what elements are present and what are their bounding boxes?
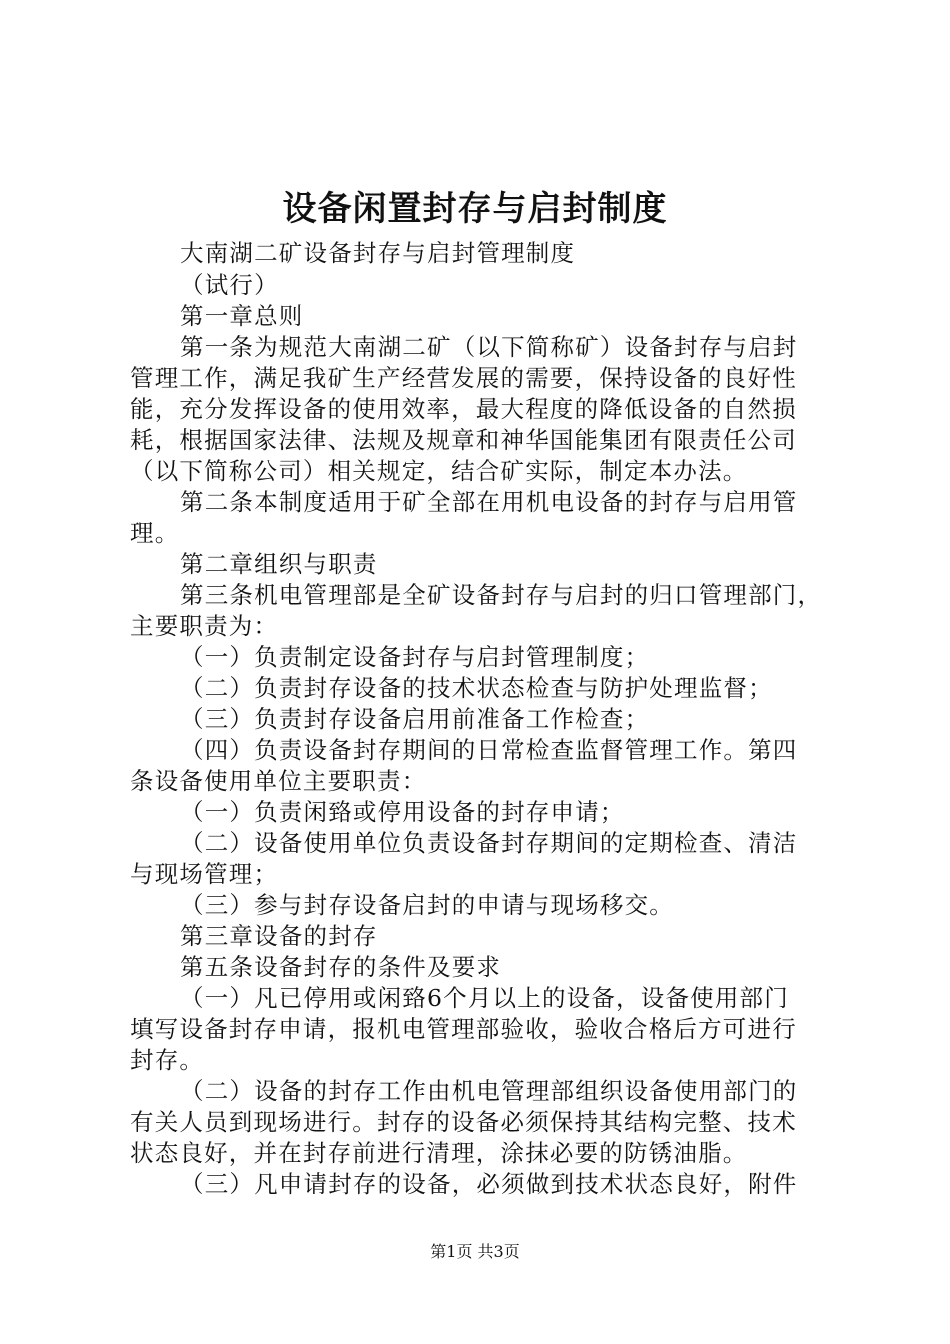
text-line: 第二条本制度适用于矿全部在用机电设备的封存与启用管 (180, 488, 798, 516)
text-line: 条设备使用单位主要职责： (130, 767, 427, 795)
text-line: 与现场管理； (130, 860, 279, 888)
text-line: 管理工作，满足我矿生产经营发展的需要，保持设备的良好性 (130, 364, 797, 392)
text-line: 第一条为规范大南湖二矿（以下简称矿）设备封存与启封 (180, 333, 798, 361)
chapter-heading: 第三章设备的封存 (180, 922, 378, 950)
text-line: （三）参与封存设备启封的申请与现场移交。 (180, 891, 674, 919)
text-line: （三）负责封存设备启用前准备工作检查； (180, 705, 650, 733)
chapter-heading: 第一章总则 (180, 302, 304, 330)
text-line: 第五条设备封存的条件及要求 (180, 953, 502, 981)
text-line: 填写设备封存申请，报机电管理部验收，验收合格后方可进行 (130, 1015, 797, 1043)
text-line: 封存。 (130, 1046, 205, 1074)
text-line: 能，充分发挥设备的使用效率，最大程度的降低设备的自然损 (130, 395, 797, 423)
text-line: （一）负责制定设备封存与启封管理制度； (180, 643, 650, 671)
text-line: （二）设备使用单位负责设备封存期间的定期检查、清洁 (180, 829, 798, 857)
text-line: 理。 (130, 519, 180, 547)
text-line: 状态良好，并在封存前进行清理，涂抹必要的防锈油脂。 (130, 1139, 748, 1167)
text-line: （一）凡已停用或闲臵6个月以上的设备，设备使用部门 (180, 984, 789, 1012)
text-line: （试行） (180, 271, 279, 299)
text-line: 第三条机电管理部是全矿设备封存与启封的归口管理部门， (180, 581, 823, 609)
text-line: 耗，根据国家法律、法规及规章和神华国能集团有限责任公司 (130, 426, 797, 454)
text-line: （二）设备的封存工作由机电管理部组织设备使用部门的 (180, 1077, 798, 1105)
text-line: 有关人员到现场进行。封存的设备必须保持其结构完整、技术 (130, 1108, 797, 1136)
text-line: （以下简称公司）相关规定，结合矿实际，制定本办法。 (130, 457, 748, 485)
text-line: 大南湖二矿设备封存与启封管理制度 (180, 239, 576, 267)
document-title: 设备闲置封存与启封制度 (282, 189, 668, 229)
text-line: （三）凡申请封存的设备，必须做到技术状态良好，附件 (180, 1170, 798, 1198)
text-line: （一）负责闲臵或停用设备的封存申请； (180, 798, 625, 826)
text-line: （四）负责设备封存期间的日常检查监督管理工作。第四 (180, 736, 798, 764)
text-line: 主要职责为： (130, 612, 279, 640)
chapter-heading: 第二章组织与职责 (180, 550, 378, 578)
page-number-footer: 第1页 共3页 (430, 1242, 520, 1261)
text-line: （二）负责封存设备的技术状态检查与防护处理监督； (180, 674, 773, 702)
